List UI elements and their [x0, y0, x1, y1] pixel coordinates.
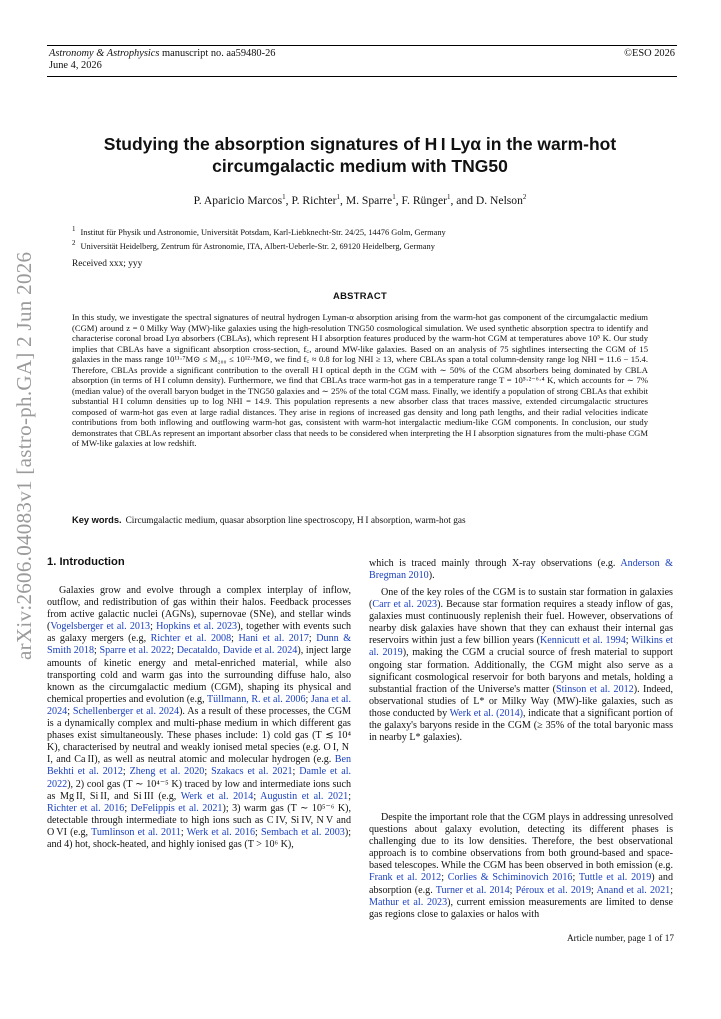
citation-link[interactable]: Wilkins et al. 2019	[369, 635, 673, 659]
citation-link[interactable]: Zheng et al. 2020	[129, 766, 205, 778]
citation-link[interactable]: Werk et al. (2014)	[449, 707, 524, 719]
author-name: P. Aparicio Marcos	[193, 193, 283, 207]
intro-paragraph-continued: which is traced mainly through X-ray observations (e.g. Anderson & Bregman 2010).	[369, 558, 673, 582]
citation-link[interactable]: Tumlinson et al. 2011	[91, 826, 181, 838]
affiliation-text: Universität Heidelberg, Zentrum für Astronomie, ITA, Albert-Ueberle-Str. 2, 69120 Heidelberg, Germany	[80, 242, 435, 252]
citation-link[interactable]: Corlies & Schiminovich 2016	[447, 872, 573, 884]
citation-link[interactable]: Frank et al. 2012	[369, 872, 442, 884]
author-name: M. Sparre	[345, 193, 393, 207]
keywords-line	[72, 515, 648, 527]
affiliation-number: 1	[72, 225, 76, 233]
author-affiliation-mark: 1	[392, 193, 396, 201]
section-heading-introduction: 1. Introduction	[47, 556, 125, 568]
citation-link[interactable]: Werk et al. 2014	[180, 790, 254, 802]
citation-link[interactable]: Decataldo, Davide et al. 2024	[176, 645, 298, 657]
citation-link[interactable]: Richter et al. 2016	[47, 802, 125, 814]
intro-paragraph-2: One of the key roles of the CGM is to sustain star formation in galaxies (Carr et al. 2023). Because star formation requires a steady inflow of gas, galaxies must continuously replenish their fuel. However, observations of nearby disk galaxies have shown that they can exhaust their internal gas reservoirs within just a few billion years (Kennicutt et al. 1994; Wilkins et al. 2019), making the CGM a crucial source of fresh material to support ongoing star formation. Additionally, the CGM might also serve as a significant cosmological reservoir for both baryons and metals, holding a substantial fraction of the Universe's matter (Stinson et al. 2012). Indeed, observational studies of L* or Milky Way (MW)-like galaxies, such as those conducted by Werk et al. (2014), indicate that a significant portion of the galaxy's baryons reside in the CGM (≥ 35% of the total baryonic mass in nearby L* galaxies).	[369, 587, 673, 744]
journal-name: Astronomy & Astrophysics	[49, 48, 160, 59]
citation-link[interactable]: Mathur et al. 2023	[369, 896, 448, 908]
citation-link[interactable]: Ben Bekhti et al. 2012	[47, 754, 351, 778]
running-header	[47, 45, 677, 77]
citation-link[interactable]: Péroux et al. 2019	[515, 884, 592, 896]
citation-link[interactable]: DeFelippis et al. 2021	[130, 802, 223, 814]
affiliation-item	[72, 224, 446, 238]
author-affiliation-mark: 1	[282, 193, 286, 201]
header-date: June 4, 2026	[49, 60, 102, 71]
arxiv-identifier-stamp[interactable]: arXiv:2606.04083v1 [astro-ph.GA] 2 Jun 2026	[12, 251, 36, 660]
author-name: F. Rünger	[401, 193, 447, 207]
citation-link[interactable]: Sparre et al. 2022	[99, 645, 172, 657]
citation-link[interactable]: Tuttle et al. 2019	[578, 872, 652, 884]
citation-link[interactable]: Szakacs et al. 2021	[211, 766, 293, 778]
citation-link[interactable]: Damle et al. 2022	[47, 766, 352, 790]
author-affiliation-mark: 2	[522, 193, 527, 201]
citation-link[interactable]: Carr et al. 2023	[372, 599, 438, 611]
intro-paragraph-3: Despite the important role that the CGM plays in addressing unresolved questions about galaxy evolution, detecting its different phases is challenging due to its low densities. Therefore, the best observational approach is to combine observations from both ground-based and space-based telescopes. While the CGM has been observed in both emission (e.g. Frank et al. 2012; Corlies & Schiminovich 2016; Tuttle et al. 2019) and absorption (e.g. Turner et al. 2014; Péroux et al. 2019; Anand et al. 2021; Mathur et al. 2023), current emission measurements are limited to dense gas regions close to galaxies or halos with	[369, 812, 673, 920]
citation-link[interactable]: Kennicutt et al. 1994	[540, 635, 626, 647]
manuscript-number: manuscript no. aa59480-26	[159, 48, 276, 59]
citation-link[interactable]: Sembach et al. 2003	[261, 826, 345, 838]
author-name: D. Nelson	[475, 193, 523, 207]
affiliation-item	[72, 238, 446, 252]
author-affiliation-mark: 1	[336, 193, 341, 201]
citation-link[interactable]: Tüllmann, R. et al. 2006	[207, 693, 306, 705]
affiliation-list	[72, 224, 446, 253]
header-copyright: ©ESO 2026	[624, 48, 675, 59]
citation-link[interactable]: Schellenberger et al. 2024	[72, 705, 180, 717]
citation-link[interactable]: Stinson et al. 2012	[555, 683, 634, 695]
abstract-heading: ABSTRACT	[333, 290, 387, 301]
keywords-label: Key words.	[72, 515, 122, 525]
citation-link[interactable]: Richter et al. 2008	[150, 633, 232, 645]
citation-link[interactable]: Dunn & Smith 2018	[47, 633, 352, 657]
citation-link[interactable]: Augustin et al. 2021	[260, 790, 349, 802]
citation-link[interactable]: Jana et al. 2024	[47, 693, 352, 717]
manuscript-line	[49, 48, 275, 60]
affiliation-text: Institut für Physik und Astronomie, Universität Potsdam, Karl-Liebknecht-Str. 24/25, 14476 Golm, Germany	[80, 227, 446, 237]
paper-title: Studying the absorption signatures of H I Lyα in the warm-hot circumgalactic medium with TNG50	[103, 134, 617, 176]
author-list: P. Aparicio Marcos$^1$, P. Richter$^1$, M. Sparre$^1$, F. Rünger$^1$, and D. Nelson$^2$	[193, 193, 527, 207]
intro-paragraph-1: Galaxies grow and evolve through a complex interplay of inflow, outflow, and redistribution of gas within their halos. Feedback processes from active galactic nuclei (AGNs), supernovae (SNe), and stellar winds (Vogelsberger et al. 2013; Hopkins et al. 2023), together with events such as galaxy mergers (e.g, Richter et al. 2008; Hani et al. 2017; Dunn & Smith 2018; Sparre et al. 2022; Decataldo, Davide et al. 2024), inject large amounts of kinetic energy and metal-enriched material, while also transporting cold and warm gas into the surrounding diffuse halo, also known as the circumgalactic medium (CGM), shaping its physical and chemical properties and evolution (e.g, Tüllmann, R. et al. 2006; Jana et al. 2024; Schellenberger et al. 2024). As a result of these processes, the CGM is a dynamically complex and multi-phase medium in which different gas phases exist simultaneously. These phases include: 1) cold gas (T ≲ 10⁴ K), characterised by neutral and weakly ionised metal species (e.g. O I, N I, and Ca II), as well as neutral atomic and molecular hydrogen (e.g. Ben Bekhti et al. 2012; Zheng et al. 2020; Szakacs et al. 2021; Damle et al. 2022), 2) cool gas (T ∼ 10⁴⁻⁵ K) traced by low and intermediate ions such as Mg II, Si II, and Si III (e.g, Werk et al. 2014; Augustin et al. 2021; Richter et al. 2016; DeFelippis et al. 2021); 3) warm gas (T ∼ 10⁵⁻⁶ K), detectable through intermediate to high ions such as C IV, Si IV, N V and O VI (e.g, Tumlinson et al. 2011; Werk et al. 2016; Sembach et al. 2003); and 4) hot, shock-heated, and highly ionised gas (T > 10⁶ K),	[47, 585, 352, 850]
citation-link[interactable]: Hopkins et al. 2023	[156, 621, 238, 633]
citation-link[interactable]: Werk et al. 2016	[186, 826, 256, 838]
keywords-text: Circumgalactic medium, quasar absorption line spectroscopy, H I absorption, warm-hot gas	[125, 516, 466, 526]
citation-link[interactable]: Vogelsberger et al. 2013	[50, 621, 151, 633]
citation-link[interactable]: Anderson & Bregman 2010	[369, 558, 673, 582]
citation-link[interactable]: Turner et al. 2014	[435, 884, 510, 896]
received-line: Received xxx; yyy	[72, 259, 143, 269]
page-footer: Article number, page 1 of 17	[566, 934, 674, 944]
citation-link[interactable]: Hani et al. 2017	[238, 633, 309, 645]
author-name: P. Richter	[291, 193, 337, 207]
abstract-text: In this study, we investigate the spectral signatures of neutral hydrogen Lyman-α absorption arising from the warm-hot gas component of the circumgalactic medium (CGM) around z = 0 Milky Way (MW)-like galaxies using the high-resolution TNG50 cosmological simulation. We used synthetic absorption spectra to identify and characterise coronal broad Lyα absorbers (CBLAs), which represent H I absorption features produced by the warm-hot CGM at temperatures above 10⁵ K. Our study implies that CBLAs have a significant absorption cross-section, f꜀, around MW-like galaxies. Based on an analysis of 75 sightlines intersecting the CGM of 15 galaxies in the mass range 10¹¹·⁷M⊙ ≤ M₂₀₀ ≤ 10¹²·³M⊙, we find f꜀ ≈ 0.8 for log NHI ≥ 13, where CBLAs span a total column-density range log NHI = 11.6 − 15.4. Therefore, CBLAs provide a significant contribution to the overall H I optical depth in the CGM with ∼ 50% of the CGM absorbers being dominated by CBLA absorption (in terms of H I column density). Furthermore, we find that CBLAs trace warm-hot gas in a temperature range T = 10⁵·²⁻⁶·⁴ K, which accounts for ∼ 7% (median value) of the overall baryon budget in the TNG50 galaxies and ∼ 25% of the total CGM mass. Finally, we identify a population of strong CBLAs that exhibit substantial H I column densities up to log NHI = 14.9. This population represents a new absorber class that traces massive, extended circumgalactic structures composed of warm-hot gas even at large radial distances. They arise in regions of increased gas density and long path lengths, and their radial velocities indicate contributions from both inflowing and outflowing warm-hot gas, consistent with warm-hot intergalactic medium-like CGM components. In conclusion, our study demonstrates that CBLAs represent an important absorber class that needs to be considered when interpreting the H I absorption signatures from the multi-phase CGM of MW-like galaxies at low redshift.	[72, 312, 648, 448]
affiliation-number: 2	[72, 239, 76, 248]
citation-link[interactable]: Anand et al. 2021	[596, 884, 671, 896]
author-affiliation-mark: 1	[446, 193, 451, 201]
